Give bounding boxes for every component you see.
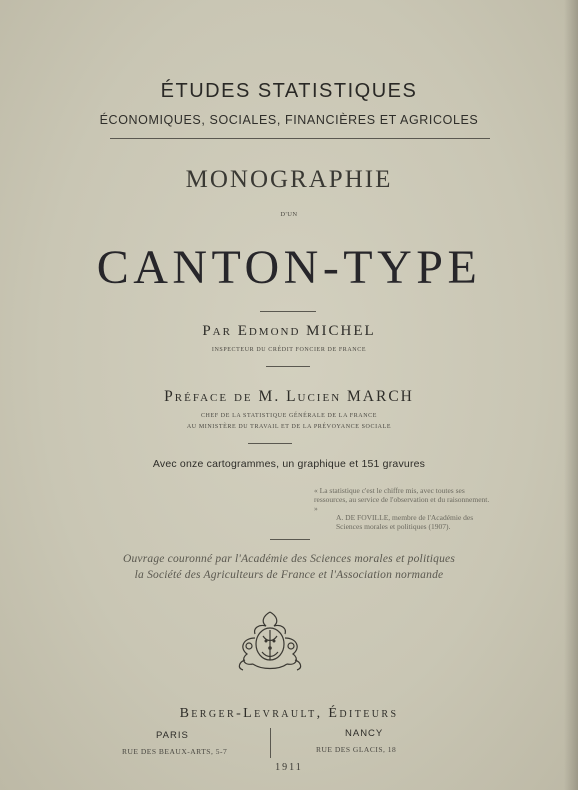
epigraph — [314, 486, 490, 531]
city-paris: PARIS — [156, 730, 189, 741]
series-subtitle: ÉCONOMIQUES, SOCIALES, FINANCIÈRES ET AGRICOLES — [99, 113, 479, 127]
title-monographie: MONOGRAPHIE — [185, 166, 393, 193]
epigraph-attribution: A. DE FOVILLE, membre de l'Académie des Sciences morales et politiques (1907). — [336, 513, 474, 531]
author-role: INSPECTEUR DU CRÉDIT FONCIER DE FRANCE — [211, 347, 367, 353]
author-name: Par Edmond MICHEL — [202, 323, 376, 339]
series-title: ÉTUDES STATISTIQUES — [160, 80, 418, 102]
preface-name: Préface de M. Lucien MARCH — [164, 388, 414, 405]
contents-note: Avec onze cartogrammes, un graphique et 151 gravures — [152, 458, 426, 470]
header-divider — [110, 138, 490, 139]
author-divider — [266, 366, 310, 367]
award-line-2: la Société des Agriculteurs de France et l'Association normande — [134, 569, 444, 581]
city-nancy: NANCY — [345, 728, 384, 739]
title-divider — [260, 311, 316, 312]
page-edge-shadow — [564, 0, 578, 790]
award-line-1: Ouvrage couronné par l'Académie des Sciences morales et politiques — [122, 553, 456, 565]
preface-role-1: CHEF DE LA STATISTIQUE GÉNÉRALE DE LA FRANCE — [200, 413, 378, 419]
title-dun: D'UN — [280, 211, 298, 218]
title-canton-type: CANTON-TYPE — [96, 241, 482, 294]
address-nancy: RUE DES GLACIS, 18 — [316, 745, 397, 754]
publisher-emblem-icon — [233, 608, 307, 672]
address-paris: RUE DES BEAUX-ARTS, 5-7 — [122, 747, 228, 756]
epigraph-divider — [270, 539, 310, 540]
city-separator — [270, 728, 271, 758]
preface-role-2: AU MINISTÈRE DU TRAVAIL ET DE LA PRÉVOYANCE SOCIALE — [186, 424, 392, 430]
preface-divider — [248, 443, 292, 444]
publisher-name: Berger-Levrault, Éditeurs — [179, 706, 399, 721]
publication-year: 1911 — [275, 762, 303, 773]
epigraph-text: « La statistique c'est le chiffre mis, avec toutes ses ressources, au service de l'observation et du raisonnement. » — [314, 486, 490, 513]
